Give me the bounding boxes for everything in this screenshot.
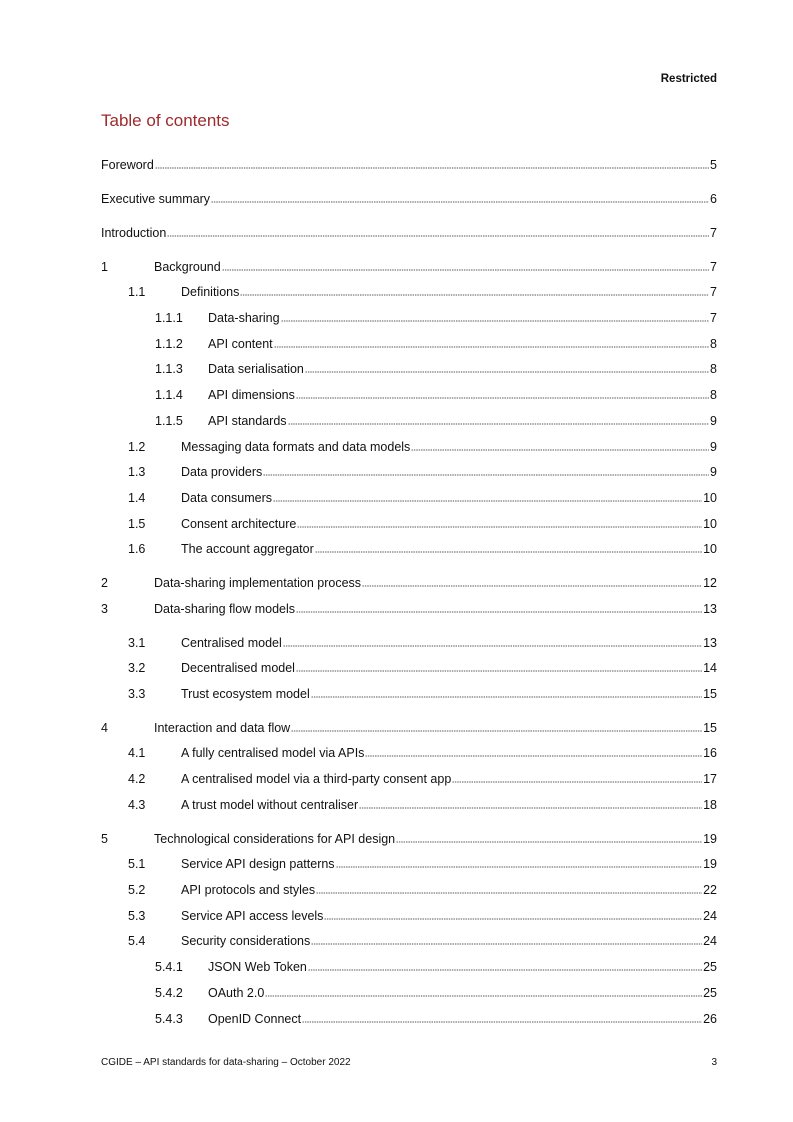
toc-entry-title: Decentralised model bbox=[181, 661, 295, 675]
toc-entry[interactable] bbox=[155, 412, 717, 430]
toc-entry-page: 8 bbox=[710, 388, 717, 402]
toc-entry-number: 1.1 bbox=[128, 285, 146, 299]
toc-entry-page: 15 bbox=[703, 687, 717, 701]
toc-entry-page: 25 bbox=[703, 960, 717, 974]
toc-entry-page: 16 bbox=[703, 746, 717, 760]
toc-entry-title: Data-sharing bbox=[208, 311, 280, 325]
toc-entry[interactable] bbox=[128, 796, 717, 814]
toc-entry-title: Introduction bbox=[101, 226, 167, 240]
toc-entry-number: 4 bbox=[101, 721, 108, 735]
toc-entry-title: OAuth 2.0 bbox=[208, 986, 265, 1000]
toc-entry-title: Centralised model bbox=[181, 636, 282, 650]
toc-dot-leader bbox=[452, 780, 702, 784]
toc-entry-title: Foreword bbox=[101, 158, 154, 172]
toc-entry-title: Service API design patterns bbox=[181, 857, 335, 871]
toc-dot-leader bbox=[305, 370, 709, 374]
toc-entry-number: 1.1.3 bbox=[155, 362, 183, 376]
toc-entry-title: Background bbox=[154, 260, 221, 274]
toc-entry[interactable] bbox=[155, 1010, 717, 1028]
toc-entry-number: 4.1 bbox=[128, 746, 146, 760]
toc-entry-number: 3.3 bbox=[128, 687, 146, 701]
toc-entry-number: 1.3 bbox=[128, 465, 146, 479]
toc-entry[interactable] bbox=[155, 309, 717, 327]
toc-entry-page: 8 bbox=[710, 362, 717, 376]
toc-dot-leader bbox=[365, 754, 702, 758]
toc-entry-title: JSON Web Token bbox=[208, 960, 307, 974]
toc-dot-leader bbox=[396, 840, 702, 844]
toc-entry-page: 22 bbox=[703, 883, 717, 897]
toc-entry[interactable] bbox=[128, 659, 717, 677]
toc-entry-page: 25 bbox=[703, 986, 717, 1000]
toc-entry-number: 3.2 bbox=[128, 661, 146, 675]
toc-entry[interactable] bbox=[101, 600, 717, 618]
toc-entry-page: 17 bbox=[703, 772, 717, 786]
toc-entry-number: 4.3 bbox=[128, 798, 146, 812]
toc-dot-leader bbox=[315, 550, 702, 554]
toc-entry[interactable] bbox=[128, 855, 717, 873]
toc-entry-page: 10 bbox=[703, 542, 717, 556]
toc-entry[interactable] bbox=[155, 958, 717, 976]
toc-entry-number: 5.2 bbox=[128, 883, 146, 897]
toc-dot-leader bbox=[167, 234, 709, 238]
toc-dot-leader bbox=[265, 994, 702, 998]
toc-entry-title: API content bbox=[208, 337, 273, 351]
toc-entry-title: Data consumers bbox=[181, 491, 273, 505]
toc-entry[interactable] bbox=[128, 932, 717, 950]
toc-dot-leader bbox=[263, 473, 709, 477]
toc-entry-page: 10 bbox=[703, 517, 717, 531]
footer-document-title: CGIDE – API standards for data-sharing – October 2022 bbox=[101, 1057, 351, 1068]
toc-entry[interactable] bbox=[128, 283, 717, 301]
toc-dot-leader bbox=[240, 293, 709, 297]
page-footer bbox=[101, 1057, 717, 1068]
toc-entry-number: 5.3 bbox=[128, 909, 146, 923]
toc-entry-title: Technological considerations for API design bbox=[154, 832, 396, 846]
toc-dot-leader bbox=[316, 891, 702, 895]
toc-entry-page: 24 bbox=[703, 909, 717, 923]
toc-entry-number: 1.4 bbox=[128, 491, 146, 505]
toc-entry-page: 7 bbox=[710, 226, 717, 240]
toc-dot-leader bbox=[288, 422, 710, 426]
toc-entry-page: 7 bbox=[710, 285, 717, 299]
toc-entry-number: 3.1 bbox=[128, 636, 146, 650]
toc-entry[interactable] bbox=[128, 438, 717, 456]
toc-entry-title: Messaging data formats and data models bbox=[181, 440, 411, 454]
toc-entry-number: 3 bbox=[101, 602, 108, 616]
toc-entry-title: Executive summary bbox=[101, 192, 211, 206]
toc-entry-page: 19 bbox=[703, 832, 717, 846]
toc-dot-leader bbox=[273, 499, 702, 503]
toc-entry-page: 14 bbox=[703, 661, 717, 675]
toc-dot-leader bbox=[362, 584, 702, 588]
toc-entry-number: 5.4.1 bbox=[155, 960, 183, 974]
toc-dot-leader bbox=[336, 865, 703, 869]
toc-entry[interactable] bbox=[155, 984, 717, 1002]
toc-entry-title: Definitions bbox=[181, 285, 240, 299]
toc-entry-title: Interaction and data flow bbox=[154, 721, 291, 735]
toc-entry[interactable] bbox=[128, 540, 717, 558]
toc-entry-page: 9 bbox=[710, 440, 717, 454]
toc-entry-number: 1.6 bbox=[128, 542, 146, 556]
toc-entry-page: 24 bbox=[703, 934, 717, 948]
toc-dot-leader bbox=[311, 942, 702, 946]
toc-entry-number: 1.1.5 bbox=[155, 414, 183, 428]
toc-entry-title: The account aggregator bbox=[181, 542, 314, 556]
toc-entry-page: 10 bbox=[703, 491, 717, 505]
toc-entry-title: OpenID Connect bbox=[208, 1012, 302, 1026]
toc-entry-title: Data-sharing flow models bbox=[154, 602, 296, 616]
footer-page-number: 3 bbox=[711, 1057, 717, 1068]
toc-entry[interactable] bbox=[128, 770, 717, 788]
toc-entry-number: 4.2 bbox=[128, 772, 146, 786]
toc-entry-number: 1.5 bbox=[128, 517, 146, 531]
toc-entry-page: 15 bbox=[703, 721, 717, 735]
toc-entry-title: Security considerations bbox=[181, 934, 311, 948]
toc-dot-leader bbox=[274, 345, 709, 349]
toc-entry-title: API protocols and styles bbox=[181, 883, 316, 897]
toc-entry[interactable] bbox=[101, 224, 717, 242]
toc-entry-title: Data providers bbox=[181, 465, 263, 479]
toc-entry[interactable] bbox=[128, 463, 717, 481]
toc-entry[interactable] bbox=[101, 719, 717, 737]
toc-entry-title: Consent architecture bbox=[181, 517, 297, 531]
toc-entry-number: 5.4.3 bbox=[155, 1012, 183, 1026]
toc-entry[interactable] bbox=[101, 190, 717, 208]
toc-entry-title: Data-sharing implementation process bbox=[154, 576, 362, 590]
toc-dot-leader bbox=[281, 319, 709, 323]
toc-heading: Table of contents bbox=[101, 111, 230, 130]
toc-entry[interactable] bbox=[155, 386, 717, 404]
toc-entry-page: 12 bbox=[703, 576, 717, 590]
toc-entry-title: A trust model without centraliser bbox=[181, 798, 359, 812]
toc-entry-title: Data serialisation bbox=[208, 362, 304, 376]
toc-entry-page: 7 bbox=[710, 260, 717, 274]
toc-entry[interactable] bbox=[128, 489, 717, 507]
toc-entry[interactable] bbox=[101, 574, 717, 592]
toc-entry-page: 13 bbox=[703, 636, 717, 650]
toc-dot-leader bbox=[308, 968, 702, 972]
toc-dot-leader bbox=[291, 729, 702, 733]
toc-entry-page: 9 bbox=[710, 414, 717, 428]
toc-entry[interactable] bbox=[101, 156, 717, 174]
toc-entry-page: 5 bbox=[710, 158, 717, 172]
toc-entry-number: 1.2 bbox=[128, 440, 146, 454]
toc-entry-number: 2 bbox=[101, 576, 108, 590]
toc-entry-number: 1 bbox=[101, 260, 108, 274]
toc-entry[interactable] bbox=[128, 881, 717, 899]
toc-entry[interactable] bbox=[128, 515, 717, 533]
toc-dot-leader bbox=[324, 917, 702, 921]
toc-dot-leader bbox=[296, 610, 702, 614]
toc-entry[interactable] bbox=[128, 907, 717, 925]
toc-entry-title: A fully centralised model via APIs bbox=[181, 746, 365, 760]
toc-dot-leader bbox=[311, 695, 702, 699]
toc-entry[interactable] bbox=[128, 634, 717, 652]
toc-entry-page: 13 bbox=[703, 602, 717, 616]
toc-entry-page: 9 bbox=[710, 465, 717, 479]
toc-dot-leader bbox=[359, 806, 702, 810]
toc-entry-page: 6 bbox=[710, 192, 717, 206]
toc-entry-number: 1.1.4 bbox=[155, 388, 183, 402]
toc-entry-number: 5 bbox=[101, 832, 108, 846]
toc-entry[interactable] bbox=[155, 360, 717, 378]
classification-label: Restricted bbox=[660, 73, 717, 85]
toc-dot-leader bbox=[302, 1020, 702, 1024]
toc-entry-number: 5.4 bbox=[128, 934, 146, 948]
toc-dot-leader bbox=[283, 644, 702, 648]
toc-dot-leader bbox=[296, 669, 702, 673]
toc-dot-leader bbox=[211, 200, 709, 204]
toc-entry-page: 19 bbox=[703, 857, 717, 871]
toc-entry-number: 1.1.1 bbox=[155, 311, 183, 325]
toc-entry-title: API standards bbox=[208, 414, 287, 428]
toc-dot-leader bbox=[411, 448, 709, 452]
toc-entry-number: 5.4.2 bbox=[155, 986, 183, 1000]
toc-entry-title: Trust ecosystem model bbox=[181, 687, 310, 701]
toc-dot-leader bbox=[222, 268, 709, 272]
toc-entry[interactable] bbox=[101, 830, 717, 848]
toc-dot-leader bbox=[297, 525, 702, 529]
toc-entry-title: API dimensions bbox=[208, 388, 295, 402]
toc-entry-title: A centralised model via a third-party consent app bbox=[181, 772, 452, 786]
toc-entry[interactable] bbox=[128, 685, 717, 703]
toc-entry[interactable] bbox=[155, 335, 717, 353]
toc-entry[interactable] bbox=[101, 258, 717, 276]
toc-entry-page: 8 bbox=[710, 337, 717, 351]
toc-entry[interactable] bbox=[128, 744, 717, 762]
toc-dot-leader bbox=[155, 166, 709, 170]
toc-entry-page: 26 bbox=[703, 1012, 717, 1026]
toc-entry-number: 5.1 bbox=[128, 857, 146, 871]
toc-entry-page: 18 bbox=[703, 798, 717, 812]
toc-dot-leader bbox=[296, 396, 709, 400]
toc-entry-page: 7 bbox=[710, 311, 717, 325]
toc-entry-number: 1.1.2 bbox=[155, 337, 183, 351]
toc-entry-title: Service API access levels bbox=[181, 909, 324, 923]
